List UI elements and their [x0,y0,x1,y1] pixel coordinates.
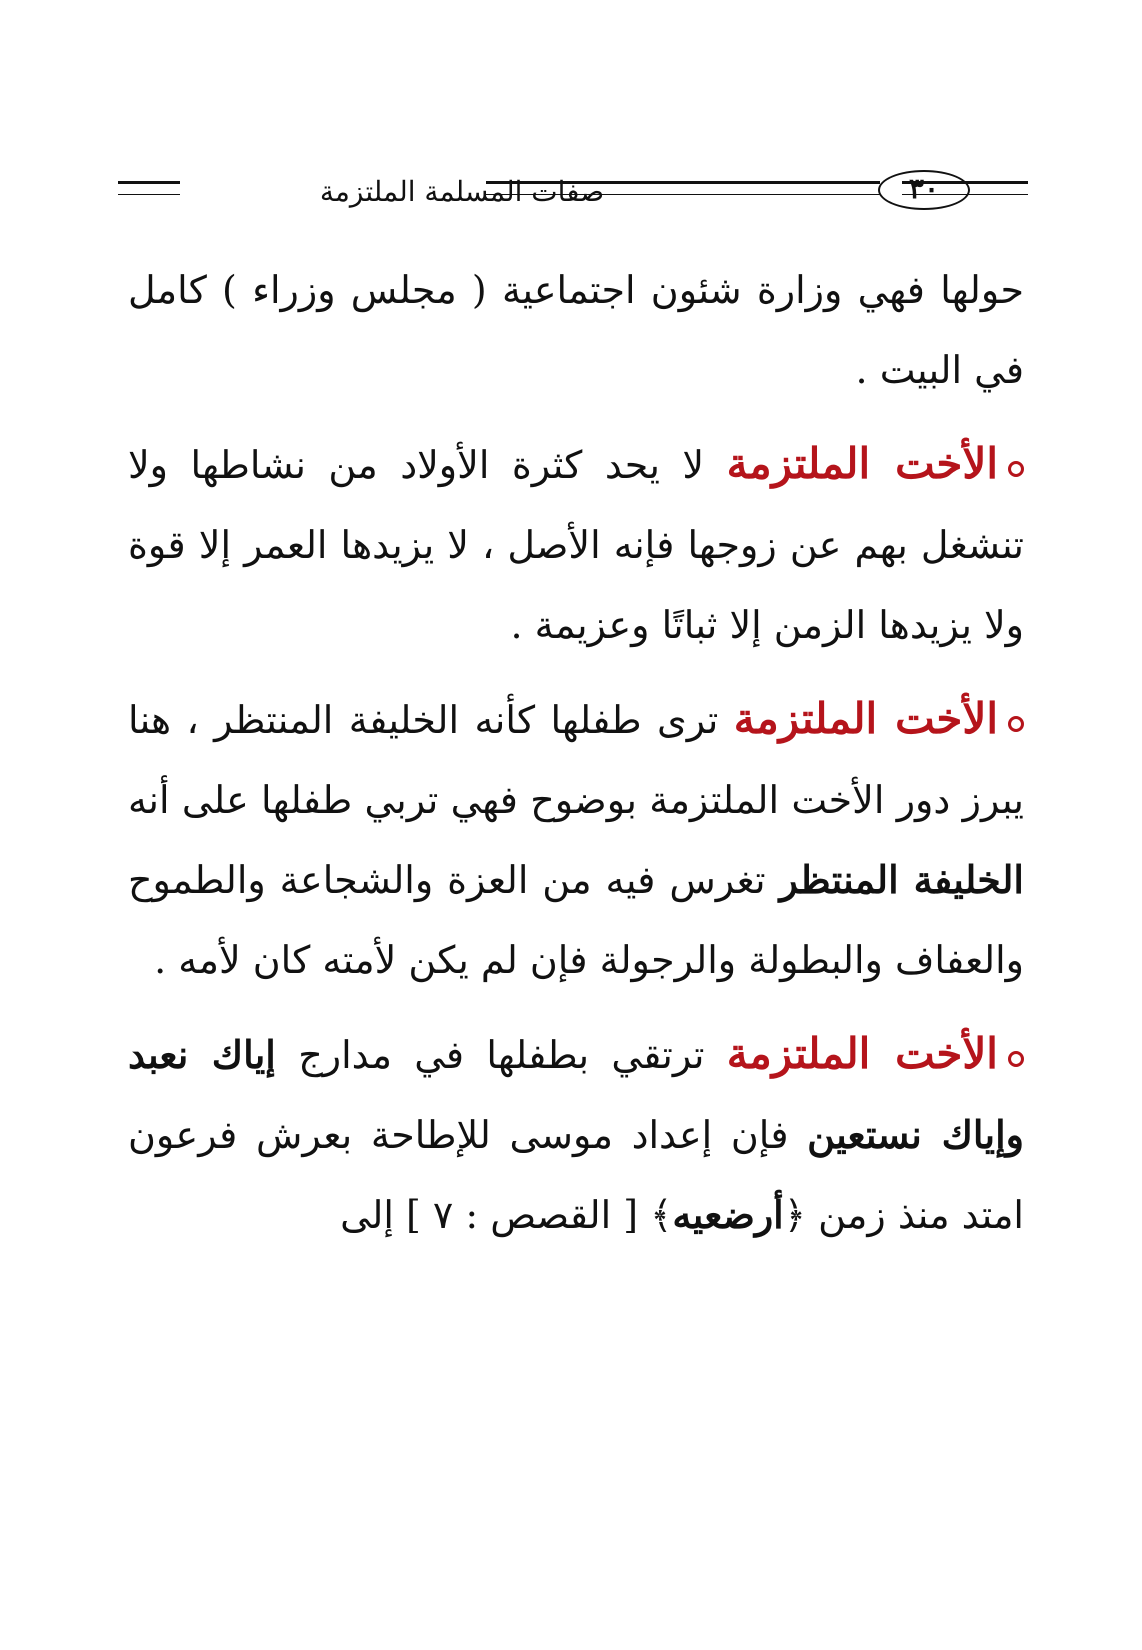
paragraph-intro [128,250,1024,410]
bullet-circle-icon [1008,1051,1024,1067]
paragraph-sister-2 [128,679,1024,1000]
paragraph-text: حولها فهي وزارة شئون اجتماعية ( مجلس وزراء ) كامل في البيت . [128,268,1024,392]
highlight-term: الأخت الملتزمة [726,439,998,488]
header-rule-left-thin [118,194,180,195]
highlight-term: الأخت الملتزمة [733,694,998,743]
paragraph-text: ترتقي بطفلها في مدارج [298,1033,705,1077]
quran-bracket-close: ﴾ [650,1193,673,1237]
paragraph-text: فإن إعداد موسى للإطاحة بعرش فرعون امتد منذ زمن [128,1113,1024,1237]
running-title: صفات المسلمة الملتزمة [319,175,605,208]
bold-quran-word: أرضعيه [672,1192,784,1237]
paragraph-sister-3 [128,1014,1024,1255]
page-number: ٣٠ [878,170,970,210]
page-header [118,168,1028,216]
paragraph-text: تغرس فيه من العزة والشجاعة والطموح والعفاف والبطولة والرجولة فإن لم يكن لأمته كان لأمه . [128,858,1024,982]
bullet-circle-icon [1008,716,1024,732]
quran-citation: [ القصص : ٧ ] [405,1193,639,1237]
bold-quran-phrase: إياك نعبد وإياك نستعين [128,1032,1024,1157]
paragraph-text: إلى [340,1193,394,1237]
paragraph-text: لا يحد كثرة الأولاد من نشاطها ولا تنشغل بهم عن زوجها فإنه الأصل ، لا يزيدها العمر إلا قوة ولا يزيدها الزمن إلا ثباتًا وعزيمة . [128,443,1024,647]
body-text [128,250,1024,1269]
bullet-circle-icon [1008,461,1024,477]
highlight-term: الأخت الملتزمة [726,1029,998,1078]
paragraph-sister-1 [128,424,1024,665]
bold-phrase: الخليفة المنتظر [779,857,1024,902]
header-rule-left-thick [118,181,180,184]
paragraph-text: ترى طفلها كأنه الخليفة المنتظر ، هنا يبرز دور الأخت الملتزمة بوضوح فهي تربي طفلها على أنه [128,698,1024,822]
quran-bracket-open: ﴿ [783,1193,807,1237]
